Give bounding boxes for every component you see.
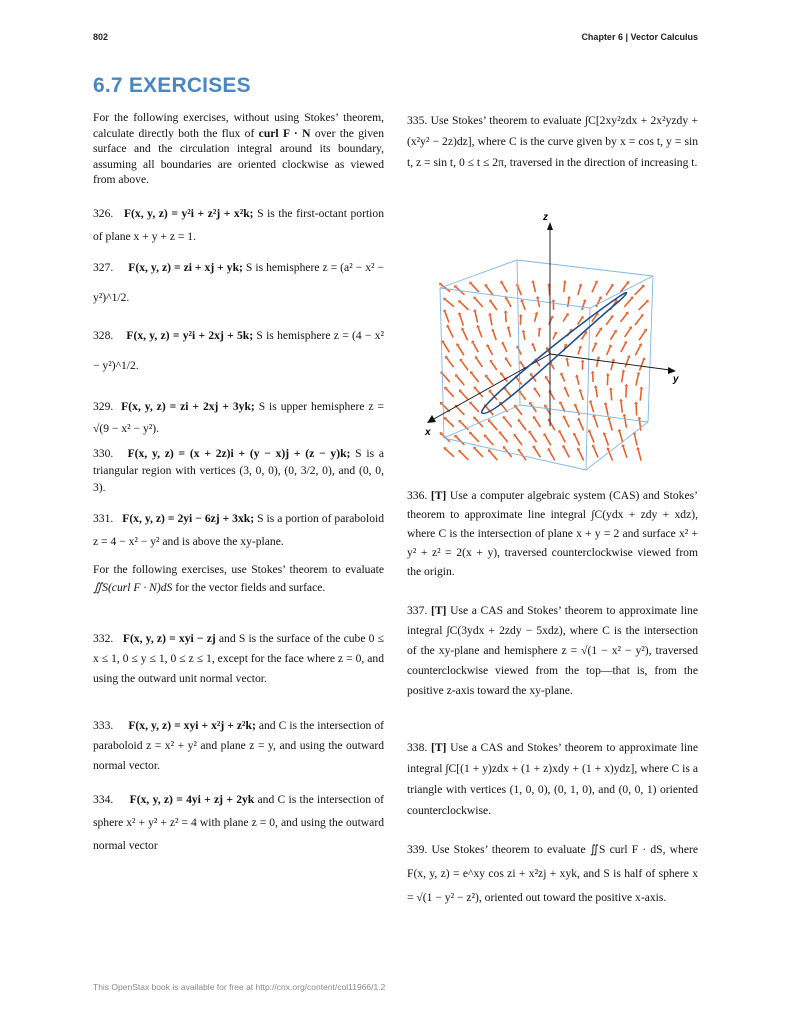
field-arrow bbox=[461, 391, 469, 400]
field-arrow bbox=[594, 417, 598, 428]
field-arrow bbox=[579, 450, 584, 461]
exercise-text: and S is the surface of the cube 0 ≤ x ≤ 1, 0 ≤ y ≤ 1, 0 ≤ z ≤ 1, except for the face where z = 0, and using the outward unit normal vector. bbox=[93, 632, 384, 685]
exercise-text: S is hemisphere z = (a² − x² − y²)^1/2. bbox=[93, 261, 385, 304]
field-arrow bbox=[640, 389, 641, 401]
page-number: 802 bbox=[93, 32, 109, 42]
field-arrow bbox=[582, 301, 585, 309]
field-arrow bbox=[490, 451, 498, 460]
field-arrow bbox=[456, 406, 464, 414]
field-arrow bbox=[478, 327, 482, 337]
field-arrow bbox=[625, 357, 629, 367]
field-arrow bbox=[639, 331, 645, 341]
exercise-333: 333. F(x, y, z) = xyi + x²j + z²k; and C is the intersection of paraboloid z = x² + y² and plane z = y, and using the outward normal vector. bbox=[93, 719, 384, 772]
field-arrow bbox=[471, 283, 479, 292]
field-arrow bbox=[563, 315, 567, 321]
field-arrow bbox=[607, 347, 611, 355]
field-arrow bbox=[486, 436, 494, 445]
exercise-330: 330. F(x, y, z) = (x + 2z)i + (y − x)j + (z − y)k; S is a triangular region with vertices (3, 0, 0), (0, 3/2, 0), and (0, 0, 3). bbox=[93, 447, 385, 494]
box-edge bbox=[517, 260, 520, 405]
field-arrow bbox=[516, 407, 522, 415]
field-arrowhead bbox=[519, 314, 523, 317]
field-arrow bbox=[634, 434, 637, 445]
field-arrow bbox=[446, 419, 454, 427]
field-arrow bbox=[610, 332, 615, 340]
field-arrow bbox=[621, 401, 622, 413]
field-arrowhead bbox=[565, 357, 569, 360]
field-arrow bbox=[475, 312, 478, 323]
curl-f-dot-n: curl F · N bbox=[258, 126, 311, 140]
field-arrow bbox=[596, 329, 601, 336]
box-edge bbox=[520, 405, 648, 422]
field-arrow bbox=[606, 405, 608, 416]
field-arrow bbox=[565, 389, 568, 397]
field-arrow bbox=[441, 434, 450, 442]
exercise-text: and C is the intersection of paraboloid z = x² + y² and plane z = y, and using the outward normal vector. bbox=[93, 719, 384, 772]
field-arrow bbox=[534, 418, 540, 427]
y-axis-arrowhead bbox=[668, 367, 676, 374]
box-edge bbox=[648, 276, 653, 422]
vector-field: F(x, y, z) = 4yi + zj + 2yk bbox=[129, 793, 255, 806]
field-arrow bbox=[578, 348, 580, 355]
field-arrowhead bbox=[637, 417, 641, 420]
vector-field-arrows bbox=[439, 280, 649, 460]
vector-field-plot bbox=[420, 210, 705, 485]
field-arrow bbox=[635, 287, 643, 295]
field-arrow bbox=[575, 435, 580, 446]
vector-field: F(x, y, z) = y²i + 2xj + 5k; bbox=[126, 329, 254, 342]
field-arrow bbox=[625, 328, 631, 337]
field-arrow bbox=[592, 283, 596, 292]
field-arrowhead bbox=[551, 299, 555, 302]
exercise-text: S is a portion of paraboloid z = 4 − x² − y² and is above the xy-plane. bbox=[93, 512, 385, 548]
field-arrow bbox=[538, 298, 540, 307]
field-arrow bbox=[549, 450, 555, 460]
field-arrow bbox=[564, 418, 569, 428]
field-arrow bbox=[458, 345, 464, 355]
field-arrow bbox=[531, 404, 537, 412]
field-arrow bbox=[471, 433, 479, 442]
box-edge bbox=[586, 422, 648, 470]
x-axis-label: x bbox=[425, 427, 431, 438]
exercise-336: 336. [T] Use a computer algebraic system (CAS) and Stokes’ theorem to approximate line integral ∫C(ydx + zdy + xdz), where C is the intersection of plane x + y = 2 and surface x² + y² + z² = 2(x + y), traversed counterclockwise viewed from the origin. bbox=[407, 489, 698, 578]
field-arrow bbox=[460, 314, 464, 325]
field-arrow bbox=[553, 334, 556, 340]
exercise-text: S is upper hemisphere z = √(9 − x² − y²). bbox=[93, 400, 384, 435]
field-arrow bbox=[560, 432, 565, 442]
field-arrow bbox=[591, 402, 594, 412]
vector-field: F(x, y, z) = zi + 2xj + 3yk; bbox=[121, 400, 255, 413]
field-arrow bbox=[550, 392, 554, 400]
field-arrow bbox=[534, 447, 540, 457]
exercise-327: 327. F(x, y, z) = zi + xj + yk; S is hemisphere z = (a² − x² − y²)^1/2. bbox=[93, 261, 385, 304]
field-arrow bbox=[472, 373, 479, 382]
exercise-text: S is hemisphere z = (4 − x² − y²)^1/2. bbox=[93, 329, 385, 372]
exercise-text: S is a triangular region with vertices (3, 0, 0), (0, 3/2, 0), and (0, 0, 3). bbox=[93, 447, 385, 494]
field-arrow bbox=[636, 404, 637, 416]
exercise-334: 334. F(x, y, z) = 4yi + zj + 2yk and C is the intersection of sphere x² + y² + z² = 4 with plane z = 0, and using the outward normal vector bbox=[93, 793, 385, 852]
field-arrow bbox=[448, 327, 453, 338]
exercise-text: S is the first-octant portion of plane x + y + z = 1. bbox=[93, 207, 384, 243]
field-arrow bbox=[539, 330, 540, 337]
exercise-338: 338. [T] Use a CAS and Stokes’ theorem to approximate line integral ∫C[(1 + y)zdx + (1 + z)xdy + (1 + x)ydz], where C is a triangle with vertices (1, 0, 0), (0, 1, 0), and (0, 0, 1) oriented counterclockwise. bbox=[407, 741, 698, 817]
field-arrow bbox=[486, 286, 493, 295]
page-footer: This OpenStax book is available for free at http://cnx.org/content/col11966/1.2 bbox=[93, 982, 386, 992]
field-arrow bbox=[592, 344, 595, 351]
field-arrow bbox=[515, 436, 522, 445]
field-arrow bbox=[509, 328, 511, 336]
field-arrow bbox=[545, 435, 551, 445]
field-arrow bbox=[460, 452, 468, 460]
field-arrow bbox=[490, 315, 492, 325]
field-arrow bbox=[445, 449, 454, 457]
exercise-335: 335. Use Stokes’ theorem to evaluate ∫C[2xy²zdx + 2x²yzdy + (x²y² − 2z)dz], where C is the curve given by x = cos t, y = sin t, z = sin t, 0 ≤ t ≤ 2π, traversed in the direction of increasing t. bbox=[407, 114, 698, 169]
box-edge bbox=[590, 276, 653, 308]
field-arrow bbox=[506, 298, 511, 307]
field-arrow bbox=[635, 316, 642, 325]
field-arrow bbox=[522, 301, 525, 309]
field-arrow bbox=[491, 301, 497, 310]
field-arrowhead bbox=[488, 313, 492, 316]
vector-field: F(x, y, z) = (x + 2z)i + (y − x)j + (z − y)k; bbox=[127, 447, 351, 460]
surface-integral: ∬S(curl F · N)dS bbox=[93, 581, 173, 594]
field-arrowhead bbox=[636, 372, 640, 375]
field-arrow bbox=[564, 283, 565, 293]
field-arrow bbox=[609, 419, 612, 430]
box-edge bbox=[517, 260, 653, 276]
field-arrow bbox=[490, 421, 498, 430]
field-arrow bbox=[576, 406, 580, 415]
field-arrow bbox=[520, 392, 526, 400]
vector-field-figure bbox=[420, 210, 705, 485]
field-arrow bbox=[523, 332, 524, 340]
field-arrow bbox=[530, 433, 537, 443]
field-arrow bbox=[640, 360, 644, 371]
field-arrow bbox=[487, 377, 493, 385]
exercise-331: 331. F(x, y, z) = 2yi − 6zj + 3xk; S is a portion of paraboloid z = 4 − x² − y² and is above the xy-plane. bbox=[93, 512, 385, 548]
exercise-329: 329. F(x, y, z) = zi + 2xj + 3yk; S is upper hemisphere z = √(9 − x² − y²). bbox=[93, 400, 384, 435]
field-arrow bbox=[564, 447, 569, 457]
vector-field: F(x, y, z) = 2yi − 6zj + 3xk; bbox=[122, 512, 255, 525]
exercise-text: and C is the intersection of sphere x² + y² + z² = 4 with plane z = 0, and using the outward normal vector bbox=[93, 793, 385, 852]
field-arrow bbox=[533, 345, 535, 351]
exercise-text: Use a computer algebraic system (CAS) and Stokes’ theorem to approximate line integral ∫C(ydx + zdy + xdz), where C is the intersection of plane x + y = 2 and surface x² + y² + z² = 2(x + y), traversed counterclockwise viewed from the origin. bbox=[407, 489, 698, 578]
technology-tag: [T] bbox=[430, 604, 447, 617]
field-arrow bbox=[579, 420, 583, 430]
field-arrowhead bbox=[619, 399, 623, 402]
field-arrow bbox=[443, 342, 449, 352]
field-arrow bbox=[502, 283, 507, 292]
field-arrow bbox=[567, 360, 568, 367]
field-arrow bbox=[622, 372, 624, 382]
field-arrow bbox=[475, 448, 483, 457]
curve-c bbox=[482, 293, 627, 414]
field-arrowhead bbox=[622, 414, 626, 417]
field-arrow bbox=[460, 302, 468, 310]
field-arrow bbox=[624, 416, 626, 428]
y-axis-label: y bbox=[673, 374, 679, 385]
vector-field: F(x, y, z) = xyi − zj bbox=[122, 632, 216, 645]
chapter-header: Chapter 6 | Vector Calculus bbox=[581, 32, 698, 42]
field-arrow bbox=[446, 388, 454, 397]
intro-paragraph-2: For the following exercises, use Stokes’ theorem to evaluate ∬S(curl F · N)dS for the vector fields and surface. bbox=[93, 563, 384, 594]
field-arrow bbox=[635, 345, 640, 355]
exercise-332: 332. F(x, y, z) = xyi − zj and S is the surface of the cube 0 ≤ x ≤ 1, 0 ≤ y ≤ 1, 0 ≤ z ≤ 1, except for the face where z = 0, and using the outward unit normal vector. bbox=[93, 632, 384, 685]
z-axis-label: z bbox=[543, 212, 548, 223]
field-arrowhead bbox=[621, 370, 625, 373]
field-arrow bbox=[636, 374, 638, 385]
field-arrow bbox=[473, 343, 478, 353]
field-arrow bbox=[580, 391, 583, 400]
exercise-328: 328. F(x, y, z) = y²i + 2xj + 5k; S is hemisphere z = (4 − x² − y²)^1/2. bbox=[93, 329, 385, 372]
field-arrow bbox=[505, 389, 511, 397]
field-arrow bbox=[593, 447, 598, 458]
field-arrow bbox=[445, 312, 449, 323]
field-arrow bbox=[606, 286, 612, 295]
intro-paragraph-1: For the following exercises, without using Stokes’ theorem, calculate directly both the flux of curl F · N over the given surface and the circulation integral around its boundary, assuming all boundaries are oriented clockwise as viewed from above. bbox=[93, 111, 384, 186]
exercise-text: Use a CAS and Stokes’ theorem to approximate line integral ∫C(3ydx + 2zdy − 5xdz), where C is the intersection of the xy-plane and hemisphere z = √(1 − x² − y²), traversed counterclockwise viewed from the top—that is, from the positive z-axis toward the xy-plane. bbox=[407, 604, 698, 697]
technology-tag: [T] bbox=[430, 741, 447, 754]
field-arrow bbox=[447, 358, 454, 367]
field-arrow bbox=[457, 376, 464, 385]
field-arrowhead bbox=[522, 330, 526, 333]
field-arrowhead bbox=[563, 280, 567, 283]
field-arrowhead bbox=[634, 402, 638, 405]
field-arrow bbox=[442, 373, 450, 382]
field-arrow bbox=[568, 298, 569, 307]
field-arrowhead bbox=[624, 384, 628, 387]
field-arrow bbox=[504, 418, 511, 427]
field-arrow bbox=[535, 314, 537, 322]
field-arrow bbox=[578, 286, 581, 295]
vector-field: F(x, y, z) = y²i + z²j + x²k; bbox=[123, 207, 254, 220]
field-arrow bbox=[590, 432, 594, 443]
field-arrowhead bbox=[504, 310, 508, 313]
vector-field: F(x, y, z) = xyi + x²j + z²k; bbox=[128, 719, 256, 732]
z-axis-arrowhead bbox=[547, 222, 553, 230]
field-arrowhead bbox=[538, 327, 542, 330]
field-arrow bbox=[551, 364, 554, 370]
field-arrowhead bbox=[596, 356, 600, 359]
field-arrow bbox=[460, 422, 468, 430]
field-arrowhead bbox=[536, 296, 540, 299]
field-arrow bbox=[606, 317, 612, 325]
exercise-text: Use Stokes’ theorem to evaluate ∫C[2xy²zdx + 2x²yzdy + (x²y² − 2z)dz], where C is the curve given by x = cos t, y = sin t, z = sin t, 0 ≤ t ≤ 2π, traversed in the direction of increasing t. bbox=[407, 114, 698, 169]
vector-field: F(x, y, z) = zi + xj + yk; bbox=[128, 261, 243, 274]
field-arrowhead bbox=[609, 387, 613, 390]
field-arrow bbox=[471, 403, 479, 412]
field-arrowhead bbox=[581, 360, 585, 363]
field-arrowhead bbox=[606, 373, 610, 376]
field-arrow bbox=[475, 298, 483, 307]
field-arrow bbox=[533, 283, 535, 293]
field-arrow bbox=[493, 331, 496, 340]
field-arrow bbox=[638, 449, 641, 460]
field-arrow bbox=[621, 343, 626, 352]
field-arrow bbox=[549, 286, 550, 295]
field-arrow bbox=[620, 431, 623, 442]
exercise-337: 337. [T] Use a CAS and Stokes’ theorem to approximate line integral ∫C(3ydx + 2zdy − 5xdz), where C is the intersection of the xy-plane and hemisphere z = √(1 − x² − y²), traversed counterclockwise viewed from the top—that is, from the positive z-axis toward the xy-plane. bbox=[407, 604, 698, 697]
exercise-339: 339. Use Stokes’ theorem to evaluate ∬S curl F · dS, where F(x, y, z) = e^xy cos zi + x²zj + xyk, and S is half of sphere x = √(1 − y² − z²), oriented out toward the positive x-axis. bbox=[407, 843, 699, 904]
exercise-text: Use Stokes’ theorem to evaluate ∬S curl F · dS, where F(x, y, z) = e^xy cos zi + x²zj + xyk, and S is half of sphere x = √(1 − y² − z²), oriented out toward the positive x-axis. bbox=[407, 843, 699, 904]
exercise-text: Use a CAS and Stokes’ theorem to approximate line integral ∫C[(1 + y)zdx + (1 + z)xdy + (1 + x)ydz], where C is a triangle with vertices (1, 0, 0), (0, 1, 0), and (0, 0, 1) oriented counterclockwise. bbox=[407, 741, 698, 817]
field-arrow bbox=[463, 330, 468, 341]
field-arrow bbox=[639, 302, 647, 310]
field-arrow bbox=[519, 421, 526, 430]
box-edge bbox=[444, 438, 586, 470]
field-arrow bbox=[500, 433, 507, 442]
field-arrow bbox=[445, 299, 454, 306]
field-arrowhead bbox=[594, 385, 598, 388]
field-arrow bbox=[596, 388, 598, 398]
field-arrow bbox=[488, 346, 493, 355]
field-arrow bbox=[503, 344, 507, 352]
field-arrowhead bbox=[604, 402, 608, 405]
field-arrow bbox=[604, 435, 608, 446]
technology-tag: [T] bbox=[430, 489, 447, 502]
field-arrow bbox=[476, 358, 482, 367]
box-edge bbox=[440, 260, 517, 288]
field-arrow bbox=[577, 377, 579, 385]
section-title: 6.7 EXERCISES bbox=[93, 74, 251, 97]
field-arrow bbox=[491, 362, 496, 370]
field-arrow bbox=[535, 389, 540, 396]
field-arrow bbox=[623, 446, 627, 457]
field-arrow bbox=[562, 375, 565, 382]
exercise-326: 326. F(x, y, z) = y²i + z²j + x²k; S is the first-octant portion of plane x + y + z = 1. bbox=[93, 207, 384, 243]
field-arrow bbox=[621, 314, 627, 322]
field-arrow bbox=[611, 390, 612, 401]
field-arrow bbox=[461, 361, 468, 370]
field-arrowhead bbox=[591, 371, 595, 374]
field-arrow bbox=[506, 359, 511, 366]
field-arrow bbox=[624, 298, 631, 307]
field-arrowhead bbox=[567, 296, 571, 299]
field-arrowhead bbox=[639, 387, 643, 390]
